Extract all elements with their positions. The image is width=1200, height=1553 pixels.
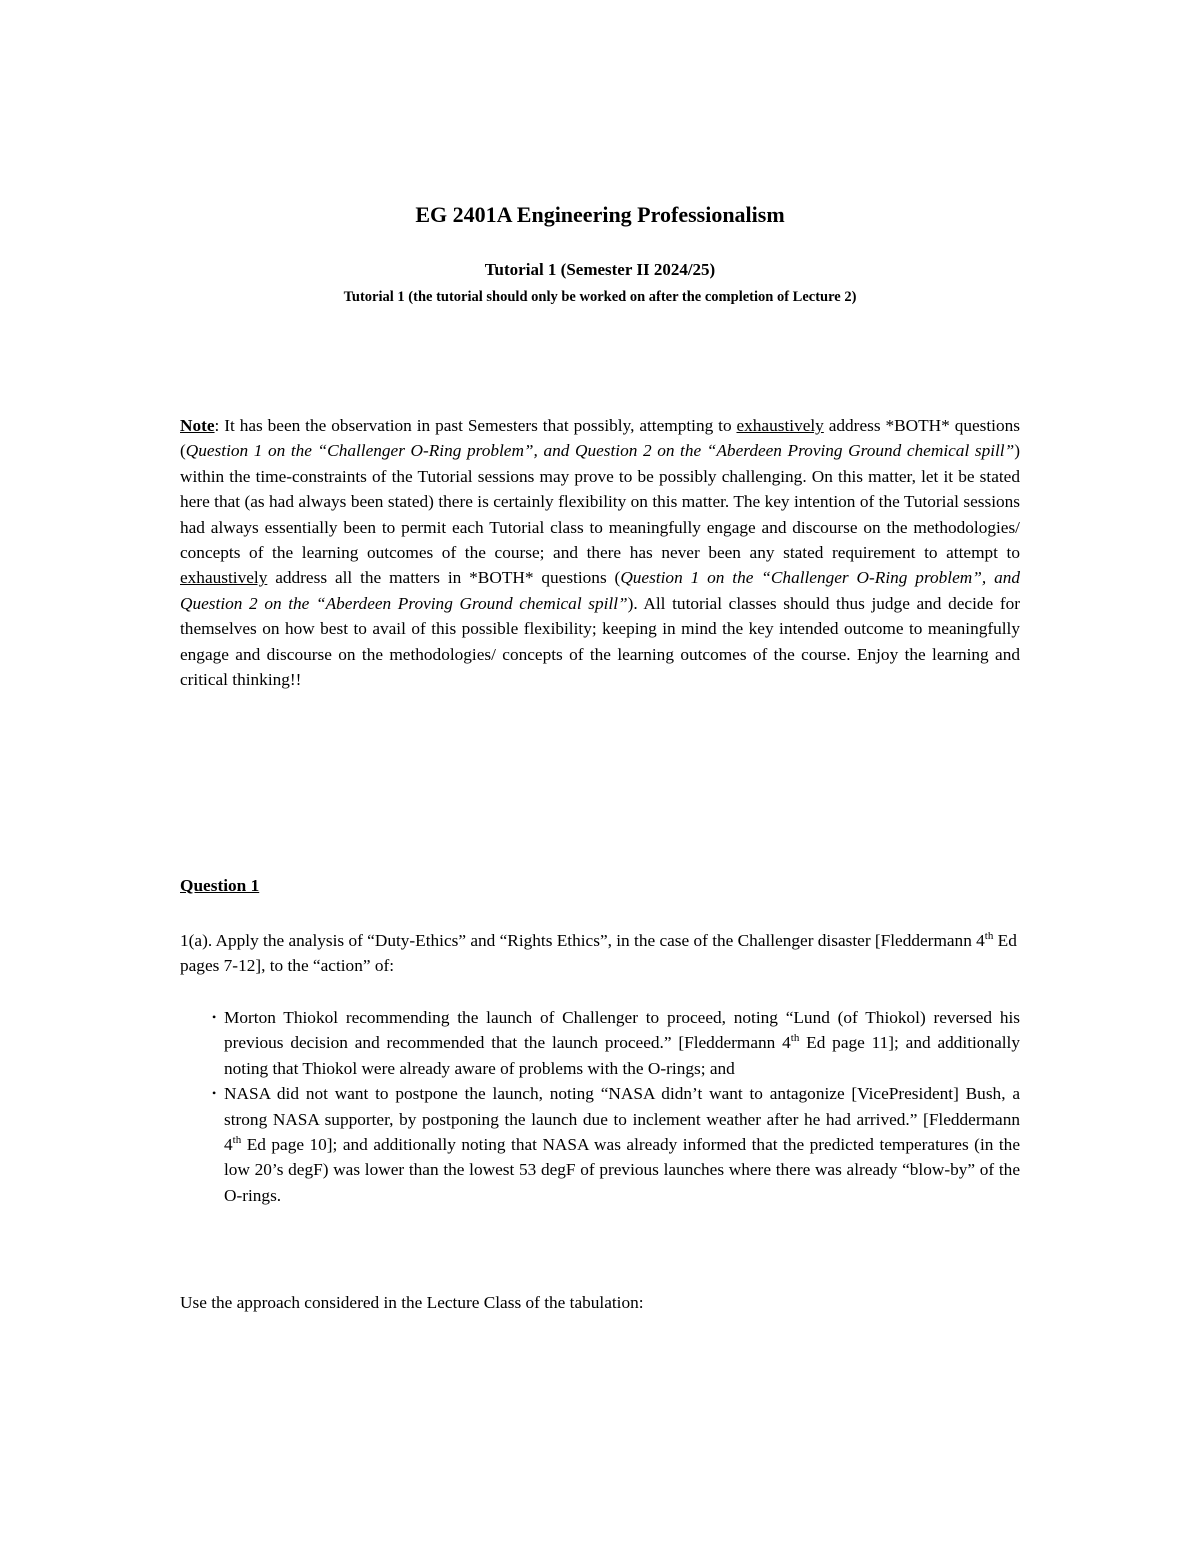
document-title: EG 2401A Engineering Professionalism xyxy=(415,202,785,227)
question-1a-text-a: 1(a). Apply the analysis of “Duty-Ethics” and “Rights Ethics”, in the case of the Challenger disaster [Fleddermann 4 xyxy=(180,931,985,950)
bullet-2-superscript: th xyxy=(232,1134,242,1147)
question-1a-superscript: th xyxy=(984,930,994,942)
bullet-1-superscript: th xyxy=(790,1032,800,1045)
note-emphasis-1: exhaustively xyxy=(736,416,824,435)
bullet-2-text-a: NASA did not want to postpone the launch, noting “NASA didn’t want to antagonize [VicePresident] Bush, a strong NASA supporter, by postponing the launch due to inclement weather after he had arrived.” [Fleddermann 4 xyxy=(224,1084,1020,1155)
tutorial-subtitle: Tutorial 1 (Semester II 2024/25) xyxy=(484,260,716,279)
note-questions-ref-1: Question 1 on the “Challenger O-Ring problem”, and Question 2 on the “Aberdeen Proving Ground chemical spill” xyxy=(185,441,1015,461)
bullet-icon: • xyxy=(212,1010,217,1024)
question-1a-intro xyxy=(180,928,1020,979)
note-text-5: ). All tutorial classes should thus judge and decide for themselves on how best to avail of this possible flexibility; keeping in mind the key intended outcome to meaningfully engage and discourse on the methodologies/ concepts of the learning outcomes of the course. Enjoy the learning and critical thinking!! xyxy=(180,593,1020,690)
bullet-icon: • xyxy=(212,1086,217,1101)
note-paragraph xyxy=(180,413,1020,692)
question-1-heading: Question 1 xyxy=(180,876,260,895)
note-text-4: address all the matters in *BOTH* questions ( xyxy=(267,568,621,588)
question-1-closing: Use the approach considered in the Lecture Class of the tabulation: xyxy=(180,1293,644,1312)
note-label: Note xyxy=(180,416,215,435)
bullet-1-text-a: Morton Thiokol recommending the launch of Challenger to proceed, noting “Lund (of Thiokol) reversed his previous decision and recommended that the launch proceed.” [Fleddermann 4 xyxy=(224,1008,1020,1053)
bullet-2-text-b: Ed page 10]; and additionally noting that NASA was already informed that the predicted temperatures (in the low 20’s degF) was lower than the lowest 53 degF of previous launches where there was already “blow-by” of the O-rings. xyxy=(224,1135,1020,1205)
tutorial-subnote: Tutorial 1 (the tutorial should only be worked on after the completion of Lecture 2) xyxy=(343,289,857,305)
note-text-3: ) within the time-constraints of the Tutorial sessions may prove to be possibly challenging. On this matter, let it be stated here that (as had always been stated) there is certainly flexibility on this matter. The key intention of the Tutorial sessions had always essentially been to permit each Tutorial class to meaningfully engage and discourse on the methodologies/ concepts of the learning outcomes of the course; and there has never been any stated requirement to attempt to xyxy=(180,441,1020,563)
list-item xyxy=(212,1081,1020,1208)
question-1a-bullet-list xyxy=(212,1005,1020,1208)
bullet-1-text-b: Ed page 11]; and additionally noting that Thiokol were already aware of problems with the O-rings; and xyxy=(224,1033,1020,1078)
note-questions-ref-2: Question 1 on the “Challenger O-Ring problem”, and Question 2 on the “Aberdeen Proving Ground chemical spill” xyxy=(180,568,1020,613)
note-text-2: address *BOTH* questions ( xyxy=(180,416,1020,461)
note-text-1: : It has been the observation in past Semesters that possibly, attempting to xyxy=(214,416,737,435)
list-item xyxy=(212,1005,1020,1081)
note-emphasis-2: exhaustively xyxy=(180,568,268,588)
question-1a-text-b: Ed pages 7-12], to the “action” of: xyxy=(180,931,1017,976)
